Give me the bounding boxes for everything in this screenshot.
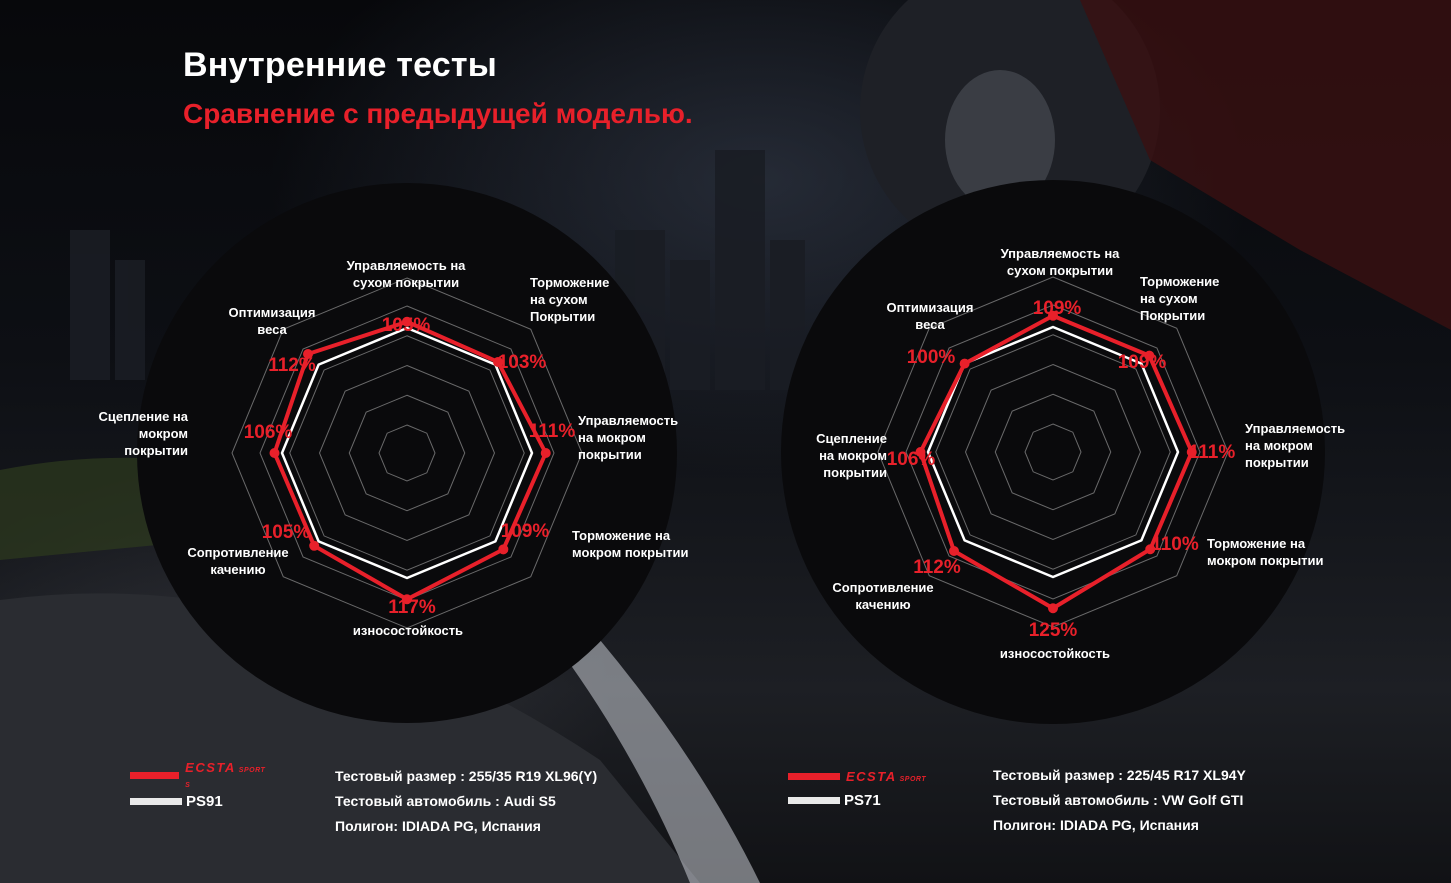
data-point <box>960 359 970 369</box>
legend-swatch-red <box>130 772 179 779</box>
value-label: 111% <box>1188 442 1236 463</box>
value-label: 105% <box>381 315 431 336</box>
value-label: 112% <box>913 557 961 578</box>
data-point <box>1048 603 1058 613</box>
test-car: Тестовый автомобиль : Audi S5 <box>335 793 556 809</box>
brand-logo: ECSTA SPORT <box>846 768 927 784</box>
axis-label-line: Управляемость на <box>346 258 466 273</box>
value-label: 109% <box>1032 298 1082 319</box>
axis-label-line: Сопротивление <box>832 580 934 595</box>
axis-label-line: качению <box>855 597 911 612</box>
axis-label-line: сухом покрытии <box>1006 263 1114 278</box>
axis-label-line: Сцепление на <box>98 409 188 424</box>
axis-label-line: Оптимизация <box>228 305 316 320</box>
axis-label-line: мокром <box>138 426 188 441</box>
axis-label-line: покрытии <box>823 465 887 480</box>
test-info-ps91 <box>335 764 597 839</box>
axis-label-line: Торможение на <box>572 528 671 543</box>
data-point <box>270 448 280 458</box>
axis-label-line: сухом покрытии <box>352 275 460 290</box>
axis-label-line: Управляемость на <box>1000 246 1120 261</box>
axis-label-line: Управляемость <box>578 413 679 428</box>
axis-label-line: покрытии <box>1245 455 1309 470</box>
value-label: 100% <box>906 347 956 368</box>
axis-label <box>1000 646 1110 661</box>
axis-label-line: Торможение <box>530 275 610 290</box>
axis-label-line: Оптимизация <box>886 300 974 315</box>
value-label: 109% <box>1117 352 1167 373</box>
value-label: 109% <box>500 521 550 542</box>
axis-label-line: Сцепление <box>816 431 887 446</box>
test-polygon: Полигон: IDIADA PG, Испания <box>335 818 541 834</box>
value-label: 125% <box>1028 620 1078 641</box>
value-label: 110% <box>1151 534 1199 555</box>
legend-model: PS91 <box>186 792 223 810</box>
legend-model: PS71 <box>844 791 881 809</box>
axis-label-line: на мокром <box>1245 438 1313 453</box>
value-label: 111% <box>528 421 576 442</box>
page-title: Внутренние тесты <box>183 46 497 84</box>
axis-label-line: покрытии <box>578 447 642 462</box>
legend-swatch-white <box>788 797 840 804</box>
legend-item-old <box>130 791 223 811</box>
axis-label-line: на сухом <box>1140 291 1198 306</box>
axis-label-line: на мокром <box>578 430 646 445</box>
axis-label-line: Торможение <box>1140 274 1220 289</box>
test-size: Тестовый размер : 225/45 R17 XL94Y <box>993 767 1246 783</box>
axis-label <box>816 431 887 480</box>
axis-label-line: Торможение на <box>1207 536 1306 551</box>
test-polygon: Полигон: IDIADA PG, Испания <box>993 817 1199 833</box>
value-label: 106% <box>886 449 936 470</box>
legend-swatch-white <box>130 798 182 805</box>
axis-label-line: покрытии <box>124 443 188 458</box>
axis-label-line: Управляемость <box>1245 421 1346 436</box>
brand-logo: ECSTA SPORT S <box>185 760 266 789</box>
axis-label-line: износостойкость <box>999 646 1111 661</box>
legend-item-new <box>130 760 268 789</box>
legend-swatch-red <box>788 773 840 780</box>
legend-item-new <box>788 766 926 786</box>
axis-label-line: износостойкость <box>352 623 464 638</box>
axis-label-line: мокром покрытии <box>1207 553 1324 568</box>
radar-chart-ps91 <box>98 185 689 725</box>
data-point <box>498 544 508 554</box>
axis-label-line: Покрытии <box>1140 308 1206 323</box>
value-label: 112% <box>268 355 316 376</box>
test-car: Тестовый автомобиль : VW Golf GTI <box>993 792 1244 808</box>
data-point <box>949 546 959 556</box>
axis-label-line: качению <box>210 562 266 577</box>
axis-label <box>353 623 463 638</box>
value-label: 117% <box>388 597 436 618</box>
radar-chart-ps71 <box>785 180 1345 725</box>
axis-label <box>1245 421 1345 470</box>
test-info-ps71 <box>993 763 1246 838</box>
value-label: 103% <box>497 352 547 373</box>
data-point <box>541 448 551 458</box>
data-point <box>309 541 319 551</box>
axis-label-line: Сопротивление <box>187 545 289 560</box>
axis-label-line: веса <box>915 317 945 332</box>
page-subtitle: Сравнение с предыдущей моделью. <box>183 98 693 129</box>
test-size: Тестовый размер : 255/35 R19 XL96(Y) <box>335 768 598 784</box>
axis-label-line: Покрытии <box>530 309 596 324</box>
axis-label-line: на мокром <box>819 448 887 463</box>
legend-item-old <box>788 790 881 810</box>
axis-label-line: на сухом <box>530 292 588 307</box>
value-label: 106% <box>243 422 293 443</box>
axis-label-line: веса <box>257 322 287 337</box>
value-label: 105% <box>261 522 311 543</box>
axis-label-line: мокром покрытии <box>572 545 689 560</box>
